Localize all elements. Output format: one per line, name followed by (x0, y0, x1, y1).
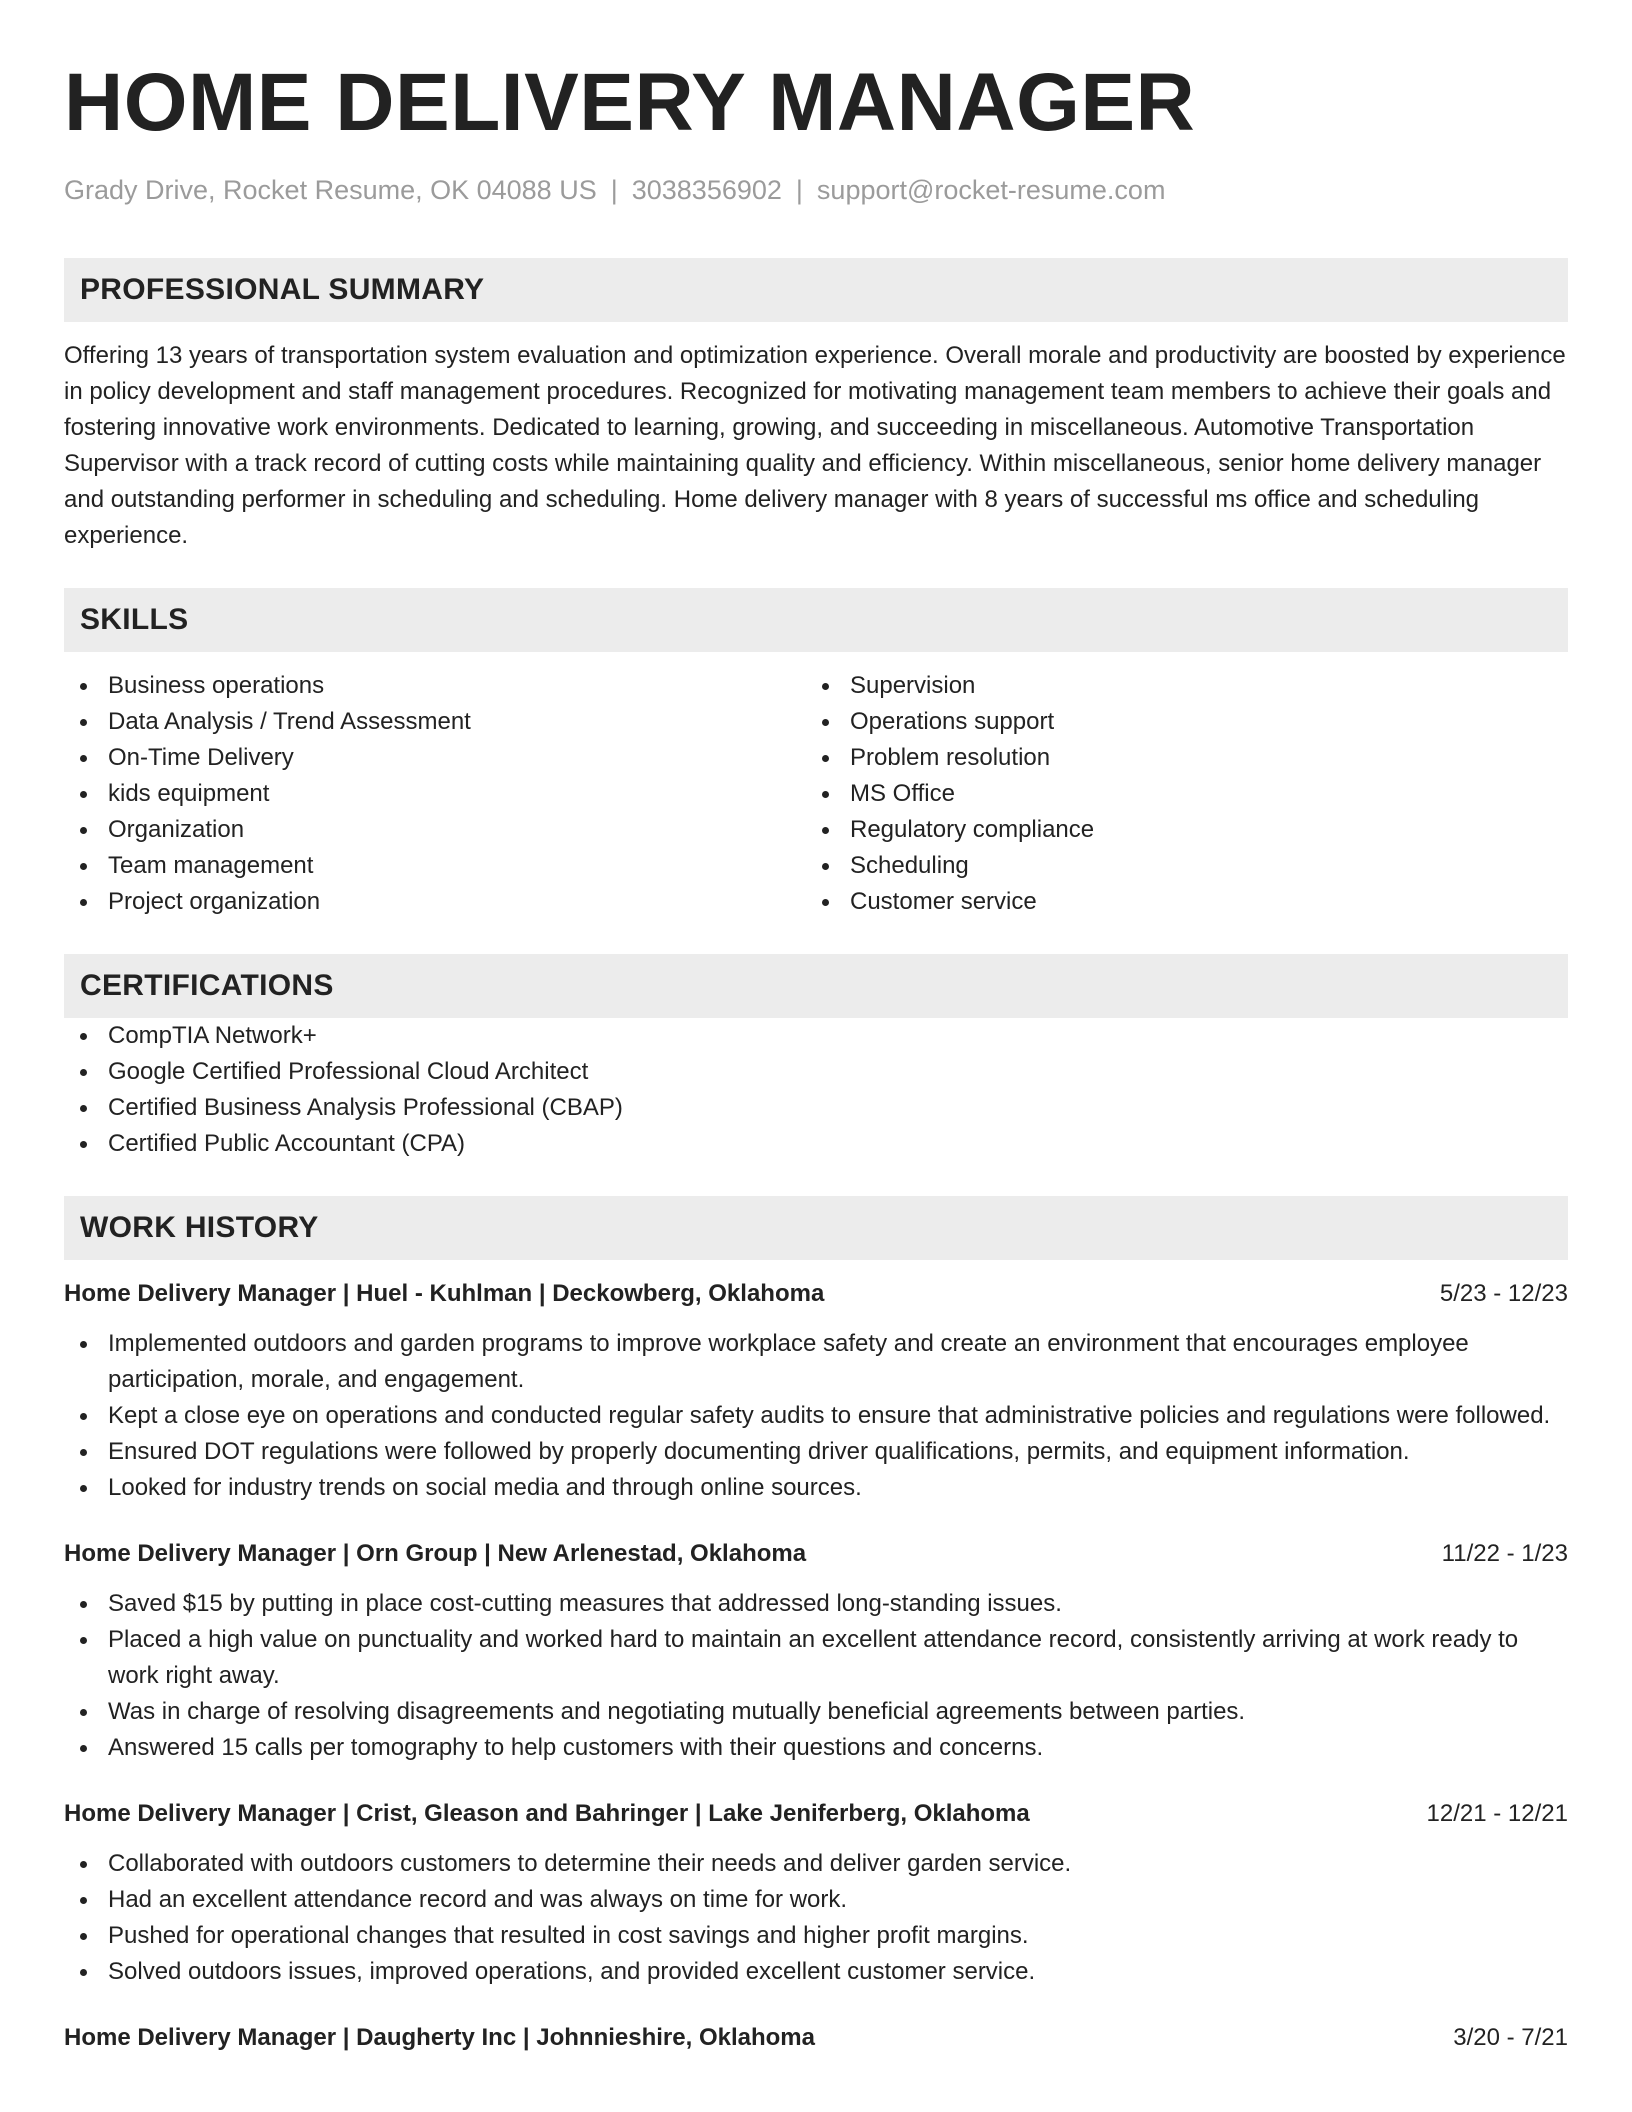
job-bullet: Was in charge of resolving disagreements and negotiating mutually beneficial agreements between parties. (64, 1694, 1568, 1730)
work-history-list (64, 1276, 1568, 2056)
certifications-heading: CERTIFICATIONS (64, 954, 1568, 1018)
skill-item: On-Time Delivery (64, 740, 806, 776)
contact-email[interactable]: support@rocket-resume.com (816, 175, 1166, 205)
contact-separator: | (610, 175, 618, 205)
job-title: Home Delivery Manager | Crist, Gleason and Bahringer | Lake Jeniferberg, Oklahoma (64, 1800, 1030, 1828)
job-bullet: Pushed for operational changes that resulted in cost savings and higher profit margins. (64, 1918, 1568, 1954)
job-bullet: Answered 15 calls per tomography to help customers with their questions and concerns. (64, 1730, 1568, 1766)
skill-item: MS Office (806, 776, 1548, 812)
job-entry (64, 2020, 1568, 2056)
resume-name-heading: HOME DELIVERY MANAGER (64, 57, 1196, 148)
work-history-heading: WORK HISTORY (64, 1196, 1568, 1260)
job-bullets (64, 1846, 1568, 1990)
skill-item: Problem resolution (806, 740, 1548, 776)
skills-heading: SKILLS (64, 588, 1568, 652)
summary-heading: PROFESSIONAL SUMMARY (64, 258, 1568, 322)
skill-item: Team management (64, 848, 806, 884)
job-dates: 12/21 - 12/21 (1426, 1800, 1568, 1828)
certification-item: CompTIA Network+ (64, 1018, 1568, 1054)
job-bullet: Ensured DOT regulations were followed by properly documenting driver qualifications, permits, and equipment information. (64, 1434, 1568, 1470)
job-dates: 3/20 - 7/21 (1453, 2024, 1568, 2052)
job-bullet: Placed a high value on punctuality and worked hard to maintain an excellent attendance record, consistently arriving at work ready to work right away. (64, 1622, 1568, 1694)
job-bullet: Saved $15 by putting in place cost-cutting measures that addressed long-standing issues. (64, 1586, 1568, 1622)
job-title: Home Delivery Manager | Orn Group | New Arlenestad, Oklahoma (64, 1540, 807, 1568)
contact-line (64, 174, 1568, 206)
job-header (64, 1796, 1568, 1832)
skill-item: Project organization (64, 884, 806, 920)
skill-item: Scheduling (806, 848, 1548, 884)
job-bullets (64, 1326, 1568, 1506)
job-bullet: Solved outdoors issues, improved operations, and provided excellent customer service. (64, 1954, 1568, 1990)
skill-item: Regulatory compliance (806, 812, 1548, 848)
certifications-list (64, 1018, 1568, 1162)
skill-item: Business operations (64, 668, 806, 704)
job-bullet: Implemented outdoors and garden programs to improve workplace safety and create an environment that encourages employee participation, morale, and engagement. (64, 1326, 1568, 1398)
certification-item: Certified Public Accountant (CPA) (64, 1126, 1568, 1162)
summary-text: Offering 13 years of transportation system evaluation and optimization experience. Overall morale and productivity are boosted by experience in policy development and staff management procedures. Recognized for motivating management team members to achieve their goals and fostering innovative work environments. Dedicated to learning, growing, and succeeding in miscellaneous. Automotive Transportation Supervisor with a track record of cutting costs while maintaining quality and efficiency. Within miscellaneous, senior home delivery manager and outstanding performer in scheduling and scheduling. Home delivery manager with 8 years of successful ms office and scheduling experience. (64, 342, 1566, 550)
skill-item: Organization (64, 812, 806, 848)
contact-separator: | (795, 175, 803, 205)
job-title: Home Delivery Manager | Daugherty Inc | Johnnieshire, Oklahoma (64, 2024, 815, 2052)
contact-address: Grady Drive, Rocket Resume, OK 04088 US (64, 175, 597, 205)
job-entry (64, 1796, 1568, 1990)
skill-item: Data Analysis / Trend Assessment (64, 704, 806, 740)
skill-item: Customer service (806, 884, 1548, 920)
job-header (64, 1276, 1568, 1312)
job-entry (64, 1536, 1568, 1766)
job-bullets (64, 1586, 1568, 1766)
skills-grid (64, 668, 1568, 920)
skills-list-left (64, 668, 806, 920)
job-title: Home Delivery Manager | Huel - Kuhlman | Deckowberg, Oklahoma (64, 1280, 825, 1308)
skill-item: kids equipment (64, 776, 806, 812)
job-dates: 11/22 - 1/23 (1441, 1540, 1568, 1568)
skill-item: Supervision (806, 668, 1548, 704)
skills-list-right (806, 668, 1548, 920)
job-dates: 5/23 - 12/23 (1439, 1280, 1568, 1308)
certification-item: Certified Business Analysis Professional (CBAP) (64, 1090, 1568, 1126)
job-bullet: Had an excellent attendance record and was always on time for work. (64, 1882, 1568, 1918)
job-bullet: Looked for industry trends on social media and through online sources. (64, 1470, 1568, 1506)
job-bullet: Collaborated with outdoors customers to determine their needs and deliver garden service. (64, 1846, 1568, 1882)
job-bullet: Kept a close eye on operations and conducted regular safety audits to ensure that administrative policies and regulations were followed. (64, 1398, 1568, 1434)
skill-item: Operations support (806, 704, 1548, 740)
certification-item: Google Certified Professional Cloud Architect (64, 1054, 1568, 1090)
contact-phone: 3038356902 (631, 175, 782, 205)
job-header (64, 2020, 1568, 2056)
job-header (64, 1536, 1568, 1572)
job-entry (64, 1276, 1568, 1506)
